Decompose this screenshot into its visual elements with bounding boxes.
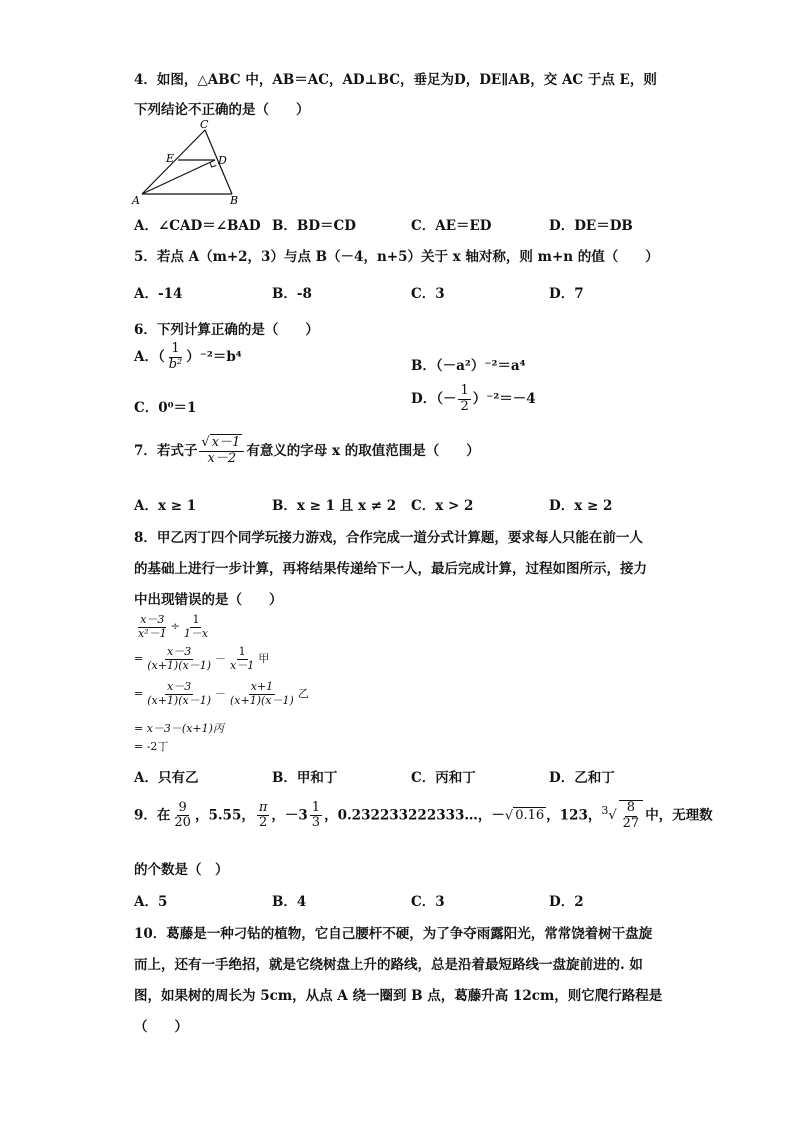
label-c: C — [200, 118, 209, 131]
q9-t2: ，－3 — [271, 807, 308, 824]
q9-frac-3 — [310, 801, 322, 832]
calc-r1-num2: 1 — [192, 613, 200, 626]
q7-suffix: 有意义的字母 x 的取值范围是（ ） — [246, 442, 480, 459]
calc-r3-frac2 — [228, 681, 296, 707]
q8-calculation — [134, 614, 374, 754]
q9-f2-num: π — [258, 799, 268, 815]
q9-cube-index: 3 — [601, 803, 609, 817]
q7-num: √ x－1 — [199, 436, 244, 452]
q4-option-a[interactable]: A．∠CAD＝∠BAD — [134, 218, 261, 234]
q10-stem-line3: 图，如果树的周长为 5cm，从点 A 绕一圈到 B 点，葛藤升高 12cm，则它爬行路程是 — [134, 988, 663, 1004]
calc-row-5: = -2丁 — [134, 740, 169, 753]
q10-stem-line4: （ ） — [134, 1019, 188, 1035]
label-b: B — [230, 194, 239, 207]
q9-f1-den: 20 — [174, 815, 191, 831]
label-a: A — [132, 194, 140, 207]
calc-r2-num1: x－3 — [167, 645, 192, 658]
q7-stem — [134, 436, 480, 467]
q4-stem-line2: 下列结论不正确的是（ ） — [134, 102, 310, 118]
q9-sqrt: √ 0.16 — [504, 808, 545, 824]
q9-option-d[interactable]: D．2 — [549, 894, 584, 910]
q7-fraction — [199, 436, 244, 467]
q9-sqrt-radicand: 0.16 — [515, 808, 545, 824]
q8-option-d[interactable]: D．乙和丁 — [549, 770, 615, 786]
q5-option-a[interactable]: A．-14 — [134, 286, 183, 302]
q7-option-d[interactable]: D．x ≥ 2 — [549, 498, 613, 514]
q9-t4: ，123， — [546, 807, 602, 824]
q6-option-c[interactable]: C．0⁰＝1 — [134, 400, 197, 416]
q6-d-den: 2 — [460, 398, 469, 414]
q6-stem: 6．下列计算正确的是（ ） — [134, 322, 319, 338]
q8-option-b[interactable]: B．甲和丁 — [272, 770, 338, 786]
q9-t5: 中，无理数 — [645, 807, 713, 824]
q9-option-c[interactable]: C．3 — [411, 894, 445, 910]
q9-frac-2 — [257, 801, 270, 832]
q9-stem-line2: 的个数是（ ） — [134, 862, 229, 878]
calc-r3-den2: (x+1)(x－1) — [230, 693, 294, 707]
q4-stem-line1: 4．如图，△ABC 中，AB＝AC，AD⊥BC，垂足为D，DE∥AB，交 AC 于点 E，则 — [134, 72, 657, 88]
calc-r1-den2: 1－x — [183, 626, 209, 640]
q6-d-suffix: ）⁻²＝－4 — [472, 390, 536, 407]
q4-triangle-figure — [130, 118, 242, 208]
q5-stem: 5．若点 A（m+2，3）与点 B（－4，n+5）关于 x 轴对称，则 m+n 的值（ ） — [134, 249, 659, 265]
q6-d-prefix: D．（－ — [411, 390, 457, 407]
q9-t1: ，5.55， — [194, 807, 255, 824]
q4-option-d[interactable]: D．DE＝DB — [549, 218, 633, 234]
q5-option-d[interactable]: D．7 — [549, 286, 584, 302]
label-d: D — [218, 154, 227, 167]
calc-r3-eq: = — [134, 687, 144, 701]
q4-option-c[interactable]: C．AE＝ED — [411, 218, 492, 234]
q5-option-b[interactable]: B．-8 — [272, 286, 312, 302]
calc-r1-op: ÷ — [170, 620, 180, 634]
q7-den: x－2 — [207, 450, 237, 466]
calc-r2-den1: (x+1)(x－1) — [147, 658, 212, 672]
q8-stem-line3: 中出现错误的是（ ） — [134, 592, 283, 608]
q9-option-b[interactable]: B．4 — [272, 894, 307, 910]
q9-cube-root: √ $\frac{8}{27}$ — [608, 808, 645, 823]
q6-a-suffix: ）⁻²＝b⁴ — [186, 348, 242, 365]
q6-option-a[interactable] — [134, 342, 242, 373]
calc-r2-den2: x－1 — [230, 658, 255, 672]
calc-r1-num1: x－3 — [140, 613, 165, 626]
q5-option-c[interactable]: C．3 — [411, 286, 445, 302]
q7-option-a[interactable]: A．x ≥ 1 — [134, 498, 197, 514]
q6-option-b[interactable]: B．（－a²）⁻²＝a⁴ — [411, 358, 526, 374]
q4-option-b[interactable]: B．BD＝CD — [272, 218, 356, 234]
q6-d-fraction — [458, 384, 470, 415]
calc-r2-frac2 — [228, 646, 256, 672]
calc-r3-frac1 — [145, 681, 213, 707]
q9-f4-num: 8 — [626, 800, 636, 815]
q9-prefix: 9．在 — [134, 807, 171, 824]
q9-stem-line1 — [134, 800, 713, 832]
q9-t3: ，0.232233222333…，－ — [324, 807, 505, 824]
q7-prefix: 7．若式子 — [134, 442, 198, 459]
q9-option-a[interactable]: A．5 — [134, 894, 168, 910]
q8-option-c[interactable]: C．丙和丁 — [411, 770, 476, 786]
calc-r1-frac1 — [136, 614, 169, 640]
calc-r2-frac1 — [145, 646, 213, 672]
calc-r3-num1: x－3 — [167, 680, 192, 693]
q10-stem-line1: 10．葛藤是一种刁钻的植物，它自己腰杆不硬，为了争夺雨露阳光，常常饶着树干盘旋 — [134, 926, 653, 942]
calc-r3-tag: 乙 — [297, 687, 309, 701]
calc-row-3 — [134, 681, 309, 707]
calc-r3-den1: (x+1)(x－1) — [147, 693, 212, 707]
q10-stem-line2: 而上，还有一手绝招，就是它绕树盘上升的路线，总是沿着最短路线一盘旋前进的. 如 — [134, 957, 643, 973]
q6-a-prefix: A．（ — [134, 348, 165, 365]
calc-r2-tag: 甲 — [258, 652, 270, 666]
q6-a-den: b² — [168, 356, 183, 372]
q9-f3-den: 3 — [311, 815, 321, 831]
q7-radicand: x－1 — [211, 435, 241, 450]
q6-a-num: 1 — [171, 341, 180, 356]
calc-row-1 — [134, 614, 212, 640]
calc-r3-op: － — [215, 687, 227, 701]
q9-f1-num: 9 — [178, 799, 187, 815]
calc-r1-den1: x²－1 — [138, 626, 167, 640]
q7-option-b[interactable]: B．x ≥ 1 且 x ≠ 2 — [272, 498, 397, 514]
q9-frac-4 — [619, 800, 644, 832]
q8-option-a[interactable]: A．只有乙 — [134, 770, 199, 786]
q6-d-num: 1 — [460, 383, 469, 398]
q9-f3-num: 1 — [311, 799, 321, 815]
q6-option-d[interactable] — [411, 384, 536, 415]
q8-stem-line1: 8．甲乙丙丁四个同学玩接力游戏，合作完成一道分式计算题，要求每人只能在前一人 — [134, 530, 643, 546]
calc-r1-frac2 — [182, 614, 210, 640]
calc-r3-num2: x+1 — [250, 680, 274, 693]
q9-f2-den: 2 — [258, 815, 268, 831]
q8-stem-line2: 的基础上进行一步计算，再将结果传递给下一人，最后完成计算，过程如图所示，接力 — [134, 561, 647, 577]
calc-r2-op: － — [215, 652, 227, 666]
calc-r2-num2: 1 — [238, 645, 246, 658]
q9-frac-1 — [172, 801, 193, 832]
q6-a-fraction — [167, 342, 185, 373]
calc-row-4: = x－3－(x+1)丙 — [134, 722, 224, 735]
calc-row-2 — [134, 646, 269, 672]
q7-option-c[interactable]: C．x > 2 — [411, 498, 474, 514]
label-e: E — [166, 152, 175, 165]
calc-r2-eq: = — [134, 652, 144, 666]
q9-f4-den: 27 — [622, 815, 640, 831]
